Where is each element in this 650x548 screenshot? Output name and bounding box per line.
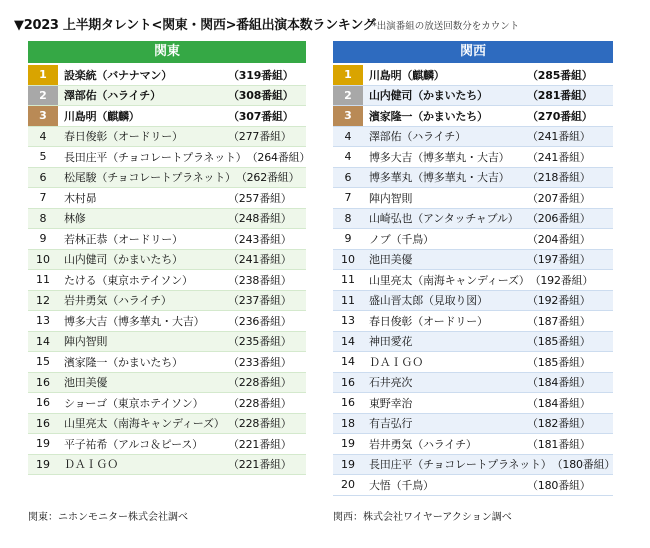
talent-name: 山内健司（かまいたち） xyxy=(369,89,488,103)
rank-number: 14 xyxy=(341,334,355,348)
table-row xyxy=(333,475,613,496)
talent-name: 陣内智則 xyxy=(369,191,413,205)
talent-name: 濱家隆一（かまいたち） xyxy=(369,109,488,123)
rank-number: 9 xyxy=(344,232,352,246)
program-count: （204番組） xyxy=(527,232,591,246)
table-row xyxy=(28,250,306,271)
page-title: ▼2023 上半期タレント<関東・関西>番組出演本数ランキング xyxy=(14,18,376,33)
kansai-rows xyxy=(333,65,616,496)
rank-number: 10 xyxy=(36,252,50,266)
talent-name: 設楽統（バナナマン） xyxy=(64,68,172,82)
program-count: （221番組） xyxy=(228,458,292,472)
rank-number: 19 xyxy=(341,457,355,471)
program-count: （187番組） xyxy=(527,314,591,328)
table-row xyxy=(28,127,306,148)
program-count: （206番組） xyxy=(527,212,591,226)
program-count: （221番組） xyxy=(228,437,292,451)
rank-number: 15 xyxy=(36,355,50,369)
talent-name: ＤＡＩＧＯ xyxy=(369,355,423,369)
kansai-ranking-table xyxy=(333,41,616,496)
counting-note: *出演番組の放送回数分をカウント xyxy=(372,21,520,32)
table-row xyxy=(333,393,613,414)
program-count: （307番組） xyxy=(228,109,294,123)
table-row xyxy=(28,455,306,476)
kanto-header: 関東 xyxy=(28,41,306,63)
table-row xyxy=(333,352,613,373)
table-row xyxy=(28,168,306,189)
program-count: （238番組） xyxy=(228,273,292,287)
talent-name: 木村昴 xyxy=(64,191,97,205)
table-row xyxy=(28,86,306,107)
program-count: （192番組） xyxy=(527,294,591,308)
table-row xyxy=(333,434,613,455)
talent-name: 池田美優 xyxy=(369,253,413,267)
rank-number: 8 xyxy=(39,211,47,225)
table-row xyxy=(333,209,613,230)
rank-number: 8 xyxy=(344,211,352,225)
table-row xyxy=(28,209,306,230)
talent-name: 博多大吉（博多華丸・大吉） xyxy=(64,314,205,328)
table-row xyxy=(333,414,613,435)
talent-name: 山里亮太（南海キャンディーズ） xyxy=(369,273,530,287)
table-row xyxy=(333,250,613,271)
rank-number: 3 xyxy=(28,106,58,126)
table-row xyxy=(28,270,306,291)
rank-number: 4 xyxy=(344,150,352,164)
talent-name: 春日俊彰（オードリー） xyxy=(369,314,488,328)
table-row xyxy=(333,291,613,312)
rank-number: 11 xyxy=(341,293,355,307)
kansai-header: 関西 xyxy=(333,41,613,63)
kanto-ranking-table xyxy=(28,41,311,475)
table-row xyxy=(333,373,613,394)
talent-name: 博多華丸（博多華丸・大吉） xyxy=(369,171,510,185)
table-row xyxy=(28,188,306,209)
rank-number: 6 xyxy=(344,170,352,184)
rank-number: 9 xyxy=(39,232,47,246)
talent-name: 岩井勇気（ハライチ） xyxy=(64,294,172,308)
program-count: （285番組） xyxy=(527,68,593,82)
rank-number: 16 xyxy=(36,375,50,389)
kanto-source-note: 関東：ニホンモニター株式会社調べ xyxy=(28,512,188,523)
table-row xyxy=(333,65,613,86)
program-count: （184番組） xyxy=(527,376,591,390)
kansai-source-note: 関西：株式会社ワイヤーアクション調べ xyxy=(333,512,512,523)
rank-number: 1 xyxy=(28,65,58,85)
program-count: （207番組） xyxy=(527,191,591,205)
program-count: （264番組） xyxy=(246,150,311,164)
talent-name: 平子祐希（アルコ＆ピース） xyxy=(64,437,203,451)
table-row xyxy=(333,86,613,107)
table-row xyxy=(28,373,306,394)
program-count: （185番組） xyxy=(527,335,591,349)
rank-number: 20 xyxy=(341,478,355,492)
rank-number: 12 xyxy=(36,293,50,307)
rank-number: 19 xyxy=(36,437,50,451)
program-count: （277番組） xyxy=(228,130,292,144)
table-row xyxy=(333,332,613,353)
rank-number: 18 xyxy=(341,416,355,430)
table-row xyxy=(28,393,306,414)
talent-name: ノブ（千鳥） xyxy=(369,232,434,246)
rank-number: 2 xyxy=(28,86,58,106)
talent-name: 有吉弘行 xyxy=(369,417,413,431)
rank-number: 3 xyxy=(333,106,363,126)
rank-number: 14 xyxy=(36,334,50,348)
table-row xyxy=(28,434,306,455)
table-row xyxy=(28,332,306,353)
rank-number: 19 xyxy=(36,457,50,471)
rank-number: 16 xyxy=(341,375,355,389)
table-row xyxy=(333,168,613,189)
program-count: （319番組） xyxy=(228,68,294,82)
rank-number: 19 xyxy=(341,437,355,451)
table-row xyxy=(333,106,613,127)
talent-name: 若林正恭（オードリー） xyxy=(64,232,183,246)
rank-number: 16 xyxy=(36,396,50,410)
talent-name: 長田庄平（チョコレートプラネット） xyxy=(369,458,552,472)
rank-number: 11 xyxy=(341,273,355,287)
table-row xyxy=(333,229,613,250)
program-count: （235番組） xyxy=(228,335,292,349)
rank-number: 10 xyxy=(341,252,355,266)
table-row xyxy=(28,311,306,332)
rank-number: 14 xyxy=(341,355,355,369)
table-row xyxy=(28,65,306,86)
table-row xyxy=(333,127,613,148)
table-row xyxy=(28,352,306,373)
program-count: （241番組） xyxy=(527,150,591,164)
talent-name: 澤部佑（ハライチ） xyxy=(369,130,466,144)
program-count: （308番組） xyxy=(228,89,294,103)
talent-name: 長田庄平（チョコレートプラネット） xyxy=(64,150,247,164)
talent-name: 川島明（麒麟） xyxy=(369,68,445,82)
program-count: （233番組） xyxy=(228,355,292,369)
talent-name: 岩井勇気（ハライチ） xyxy=(369,437,477,451)
talent-name: 春日俊彰（オードリー） xyxy=(64,130,183,144)
rank-number: 13 xyxy=(36,314,50,328)
rank-number: 2 xyxy=(333,86,363,106)
program-count: （197番組） xyxy=(527,253,591,267)
program-count: （228番組） xyxy=(228,396,292,410)
program-count: （182番組） xyxy=(527,417,591,431)
table-row xyxy=(28,229,306,250)
talent-name: 大悟（千鳥） xyxy=(369,478,434,492)
program-count: （243番組） xyxy=(228,232,292,246)
program-count: （228番組） xyxy=(228,376,292,390)
kanto-rows xyxy=(28,65,311,475)
program-count: （248番組） xyxy=(228,212,292,226)
program-count: （192番組） xyxy=(529,273,594,287)
program-count: （218番組） xyxy=(527,171,591,185)
program-count: （185番組） xyxy=(527,355,591,369)
talent-name: 盛山晋太郎（見取り図） xyxy=(369,294,488,308)
talent-name: 林修 xyxy=(64,212,86,226)
rank-number: 6 xyxy=(39,170,47,184)
table-row xyxy=(333,455,616,476)
program-count: （236番組） xyxy=(228,314,292,328)
program-count: （184番組） xyxy=(527,396,591,410)
table-row xyxy=(28,414,306,435)
program-count: （228番組） xyxy=(228,417,292,431)
talent-name: たける（東京ホテイソン） xyxy=(64,273,193,287)
rank-number: 5 xyxy=(39,150,47,164)
program-count: （180番組） xyxy=(551,458,616,472)
table-row xyxy=(28,147,311,168)
talent-name: 山内健司（かまいたち） xyxy=(64,253,183,267)
program-count: （281番組） xyxy=(527,89,593,103)
talent-name: 池田美優 xyxy=(64,376,108,390)
table-row xyxy=(333,188,613,209)
program-count: （262番組） xyxy=(235,171,300,185)
talent-name: ショーゴ（東京ホテイソン） xyxy=(64,396,204,410)
talent-name: 陣内智則 xyxy=(64,335,108,349)
table-row xyxy=(28,291,306,312)
rank-number: 4 xyxy=(39,129,47,143)
talent-name: 神田愛花 xyxy=(369,335,413,349)
talent-name: 東野幸治 xyxy=(369,396,413,410)
program-count: （237番組） xyxy=(228,294,292,308)
talent-name: 石井亮次 xyxy=(369,376,413,390)
table-row xyxy=(333,270,613,291)
rank-number: 1 xyxy=(333,65,363,85)
talent-name: ＤＡＩＧＯ xyxy=(64,458,118,472)
rank-number: 7 xyxy=(39,191,47,205)
rank-number: 7 xyxy=(344,191,352,205)
talent-name: 川島明（麒麟） xyxy=(64,109,140,123)
program-count: （257番組） xyxy=(228,191,292,205)
rank-number: 16 xyxy=(341,396,355,410)
program-count: （241番組） xyxy=(527,130,591,144)
rank-number: 16 xyxy=(36,416,50,430)
program-count: （180番組） xyxy=(527,478,591,492)
talent-name: 澤部佑（ハライチ） xyxy=(64,89,161,103)
rank-number: 11 xyxy=(36,273,50,287)
table-row xyxy=(333,147,613,168)
table-row xyxy=(28,106,306,127)
talent-name: 山崎弘也（アンタッチャブル） xyxy=(369,212,519,226)
talent-name: 松尾駿（チョコレートプラネット） xyxy=(64,171,236,185)
program-count: （241番組） xyxy=(228,253,292,267)
program-count: （270番組） xyxy=(527,109,593,123)
talent-name: 博多大吉（博多華丸・大吉） xyxy=(369,150,510,164)
rank-number: 4 xyxy=(344,129,352,143)
rank-number: 13 xyxy=(341,314,355,328)
table-row xyxy=(333,311,613,332)
talent-name: 濱家隆一（かまいたち） xyxy=(64,355,183,369)
talent-name: 山里亮太（南海キャンディーズ） xyxy=(64,417,225,431)
program-count: （181番組） xyxy=(527,437,591,451)
